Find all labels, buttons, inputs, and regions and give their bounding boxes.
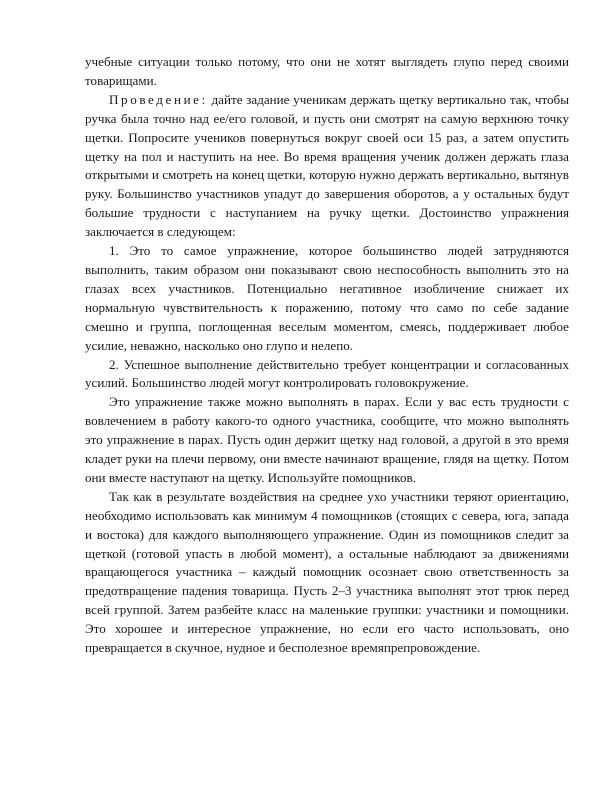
procedure-text: дайте задание ученикам держать щетку вертикально так, чтобы ручка была точно над ее/его головой, и пусть они смотрят на самую верхнюю точку щетки. Попросите учеников повернуться вокруг своей оси 15 раз, а затем опустить щетку на пол и наступить на нее. Во время вращения ученик должен держать глаза открытыми и смотреть на конец щетки, которую нужно держать вертикально, вытянув руку. Большинство участников упадут до завершения оборотов, а у остальных будут большие трудности с наступанием на ручку щетки. Достоинство упражнения заключается в следующем: (85, 91, 569, 240)
paragraph-helpers: Так как в результате воздействия на среднее ухо участники теряют ориентацию, необходимо использовать как минимум 4 помощников (стоящих с севера, юга, запада и востока) для каждого выполняющего упражнение. Один из помощников следит за щеткой (готовой упасть в любой момент), а остальные наблюдают за движениями вращающегося участника – каждый помощник осознает свою ответственность за предотвращение падения товарища. Пусть 2–3 участника выполнят этот трюк перед всей группой. Затем разбейте класс на маленькие группки: участники и помощники. Это хорошее и интересное упражнение, но если его часто использовать, оно превращается в скучное, нудное и бесполезное времяпрепровождение. (85, 488, 569, 656)
paragraph-point-one: 1. Это то самое упражнение, которое большинство людей затрудняются выполнить, таким образом они показывают свою неспособность выполнить это на глазах всех участников. Потенциально негативное изобличение снижает их нормальную чувствительность к поражению, потому что само по себе задание смешно и группа, поглощенная веселым моментом, смеясь, поддерживает любое усилие, неважно, насколько оно глупо и нелепо. (85, 243, 569, 353)
procedure-heading: Проведение: (109, 91, 208, 107)
paragraph-point-two: 2. Успешное выполнение действительно требует концентрации и согласованных усилий. Большинство людей могут контролировать головокружение. (85, 356, 569, 391)
paragraph-continuation: учебные ситуации только потому, что они не хотят выглядеть глупо перед своими товарищами. (85, 54, 569, 88)
body-text (85, 53, 569, 658)
paragraph-procedure (85, 91, 569, 242)
paragraph-pairs: Это упражнение также можно выполнять в парах. Если у вас есть трудности с вовлечением в работу какого-то одного участника, сообщите, что можно выполнять это упражнение в парах. Пусть один держит щетку над головой, а другой в это время кладет руки на плечи первому, они вместе начинают вращение, глядя на щетку. Потом они вместе наступают на щетку. Используйте помощников. (85, 394, 569, 485)
